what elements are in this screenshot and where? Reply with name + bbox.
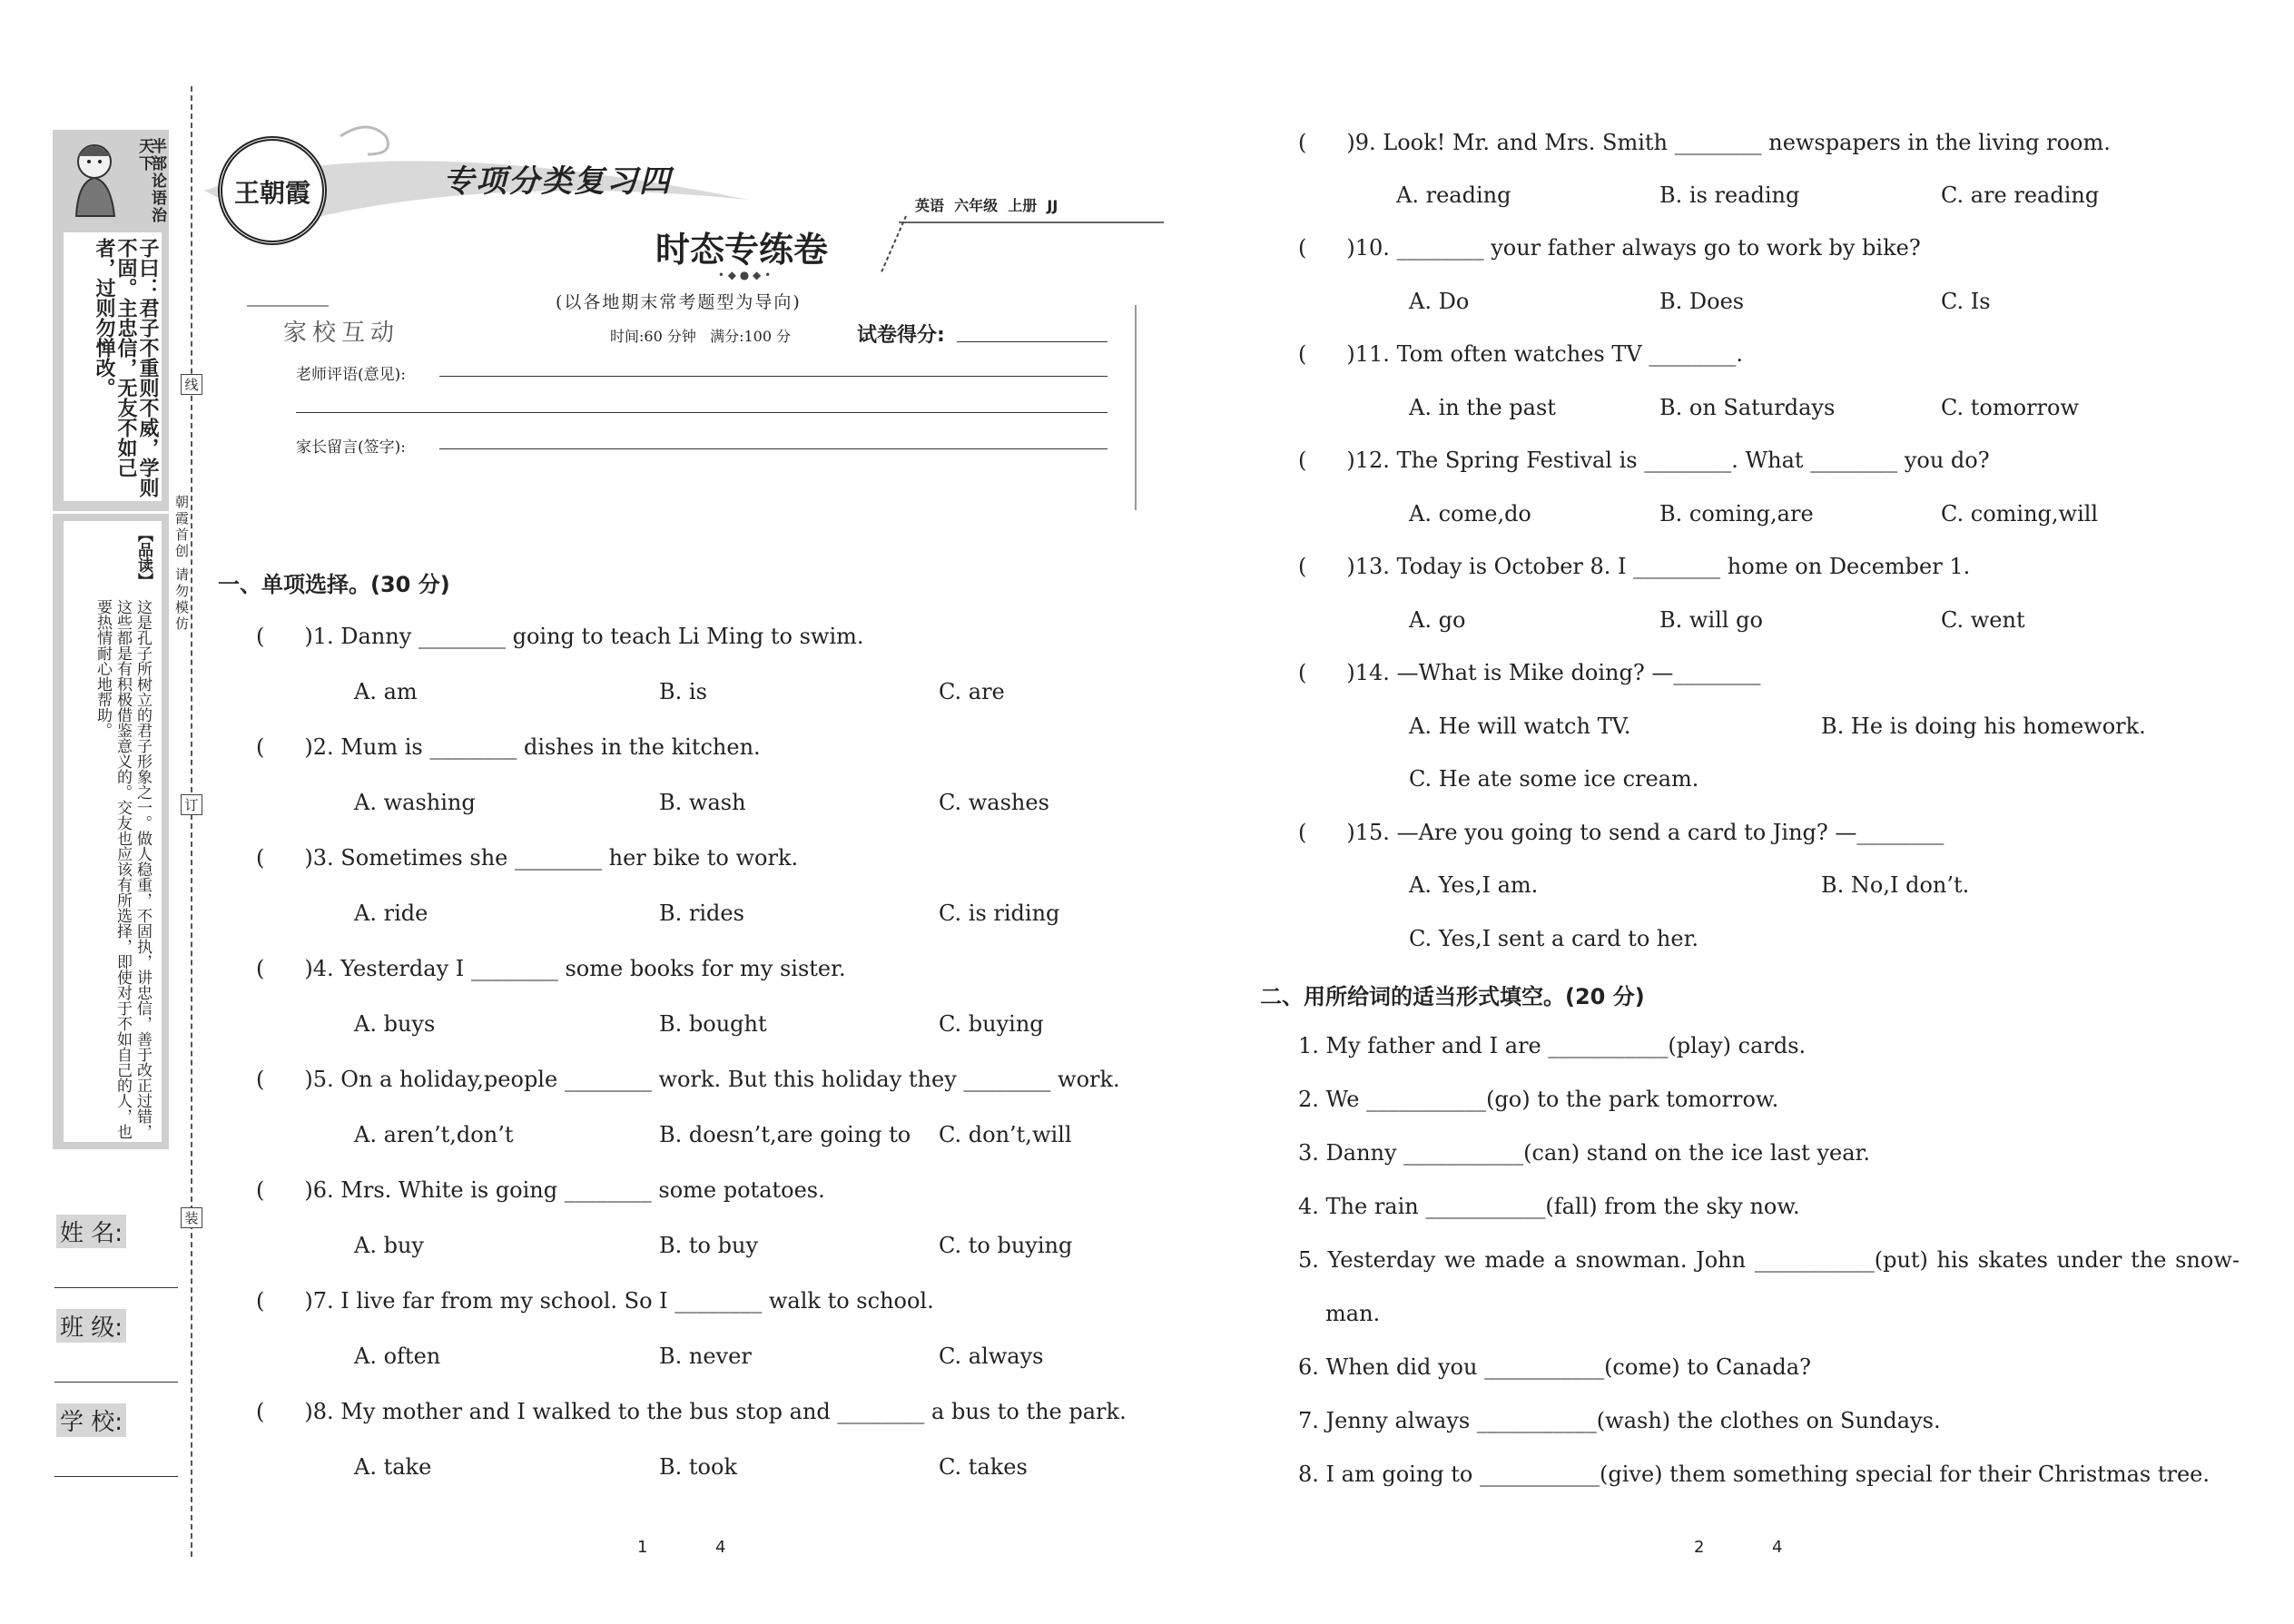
q5-option-b[interactable]: B. doesn’t,are going to xyxy=(659,1122,911,1147)
q3-option-b[interactable]: B. rides xyxy=(659,901,744,926)
fill-item-1[interactable]: 1. My father and I are ___________(play) cards. xyxy=(1298,1033,1807,1058)
teacher-comment-field-2[interactable] xyxy=(296,412,1108,413)
q9-option-c[interactable]: C. are reading xyxy=(1941,182,2100,208)
q10-option-b[interactable]: B. Does xyxy=(1659,289,1745,314)
q2-option-a[interactable]: A. washing xyxy=(354,790,476,815)
q4-option-b[interactable]: B. bought xyxy=(659,1011,767,1037)
q3-row: ( )3. Sometimes she ________ her bike to work. xyxy=(256,845,799,871)
q14-option-b[interactable]: B. He is doing his homework. xyxy=(1821,714,2146,739)
q11-option-b[interactable]: B. on Saturdays xyxy=(1659,395,1836,420)
q4-text: Yesterday I ________ some books for my sister. xyxy=(340,956,846,981)
fill-item-8[interactable]: 8. I am going to ___________(give) them something special for their Christmas tree. xyxy=(1298,1462,2210,1487)
name-label: 姓 名: xyxy=(56,1215,126,1248)
q10-number: 10 xyxy=(1354,235,1383,261)
q15-text: —Are you going to send a card to Jing? —________ xyxy=(1396,820,1944,845)
section2-title: 二、用所给词的适当形式填空。(20 分) xyxy=(1260,984,1645,1009)
exam-subtitle: (以各地期末常考题型为导向) xyxy=(556,292,802,312)
q4-option-c[interactable]: C. buying xyxy=(939,1011,1044,1037)
q12-option-c[interactable]: C. coming,will xyxy=(1941,501,2099,527)
q13-option-a[interactable]: A. go xyxy=(1409,607,1466,633)
q8-option-c[interactable]: C. takes xyxy=(939,1454,1028,1480)
q11-row: ( )11. Tom often watches TV ________. xyxy=(1298,341,1743,367)
q12-option-a[interactable]: A. come,do xyxy=(1409,501,1531,527)
copyright-notice: 朝霞首创 请勿模仿 xyxy=(173,495,190,633)
q6-row: ( )6. Mrs. White is going ________ some potatoes. xyxy=(256,1177,825,1203)
q1-option-c[interactable]: C. are xyxy=(939,679,1005,704)
sage-avatar xyxy=(58,136,129,218)
school-field[interactable] xyxy=(54,1476,178,1477)
brand-logo xyxy=(218,136,327,245)
q1-option-b[interactable]: B. is xyxy=(659,679,707,704)
q7-text: I live far from my school. So I ________ walk to school. xyxy=(340,1288,934,1314)
q15-row: ( )15. —Are you going to send a card to Jing? —________ xyxy=(1298,820,1944,845)
q14-number: 14 xyxy=(1354,660,1383,685)
q1-number: 1 xyxy=(312,624,328,649)
parent-note-field[interactable] xyxy=(439,448,1108,449)
commentary-label: 【品读】 xyxy=(134,527,153,588)
q6-option-a[interactable]: A. buy xyxy=(354,1233,424,1258)
q3-option-a[interactable]: A. ride xyxy=(354,901,428,926)
q1-option-a[interactable]: A. am xyxy=(354,679,418,704)
q4-option-a[interactable]: A. buys xyxy=(354,1011,436,1037)
score-label: 试卷得分: xyxy=(857,324,945,347)
q12-number: 12 xyxy=(1354,448,1383,473)
right-page-total: 4 xyxy=(1772,1538,1783,1557)
q13-option-b[interactable]: B. will go xyxy=(1659,607,1763,633)
q12-row: ( )12. The Spring Festival is ________. What ________ you do? xyxy=(1298,448,1990,473)
cut-mark-2: 订 xyxy=(181,794,202,815)
family-box-rule xyxy=(247,305,329,307)
teacher-comment-label: 老师评语(意见): xyxy=(296,366,406,384)
q8-text: My mother and I walked to the bus stop and ________ a bus to the park. xyxy=(340,1399,1127,1424)
q15-number: 15 xyxy=(1354,820,1383,845)
q8-option-a[interactable]: A. take xyxy=(354,1454,432,1480)
q5-option-c[interactable]: C. don’t,will xyxy=(939,1122,1072,1147)
q13-row: ( )13. Today is October 8. I ________ home on December 1. xyxy=(1298,554,1971,579)
q12-text: The Spring Festival is ________. What ________ you do? xyxy=(1396,448,1990,473)
school-label: 学 校: xyxy=(56,1403,126,1437)
q9-option-a[interactable]: A. reading xyxy=(1396,182,1511,208)
q8-row: ( )8. My mother and I walked to the bus stop and ________ a bus to the park. xyxy=(256,1399,1127,1424)
left-page-total: 4 xyxy=(715,1538,726,1557)
subject-tag-rule xyxy=(899,221,1164,223)
motto-text: 子曰：君子不重则不威，学则不固。主忠信，无友不如己者，过则勿惮改。 xyxy=(93,238,159,497)
q10-text: ________ your father always go to work by bike? xyxy=(1396,235,1921,261)
q4-number: 4 xyxy=(312,956,328,981)
q9-option-b[interactable]: B. is reading xyxy=(1659,182,1800,208)
q14-row: ( )14. —What is Mike doing? —________ xyxy=(1298,660,1761,685)
q10-option-a[interactable]: A. Do xyxy=(1409,289,1470,314)
q7-row: ( )7. I live far from my school. So I ________ walk to school. xyxy=(256,1288,934,1314)
q5-option-a[interactable]: A. aren’t,don’t xyxy=(354,1122,514,1147)
parent-note-label: 家长留言(签字): xyxy=(296,438,406,457)
q9-text: Look! Mr. and Mrs. Smith ________ newspapers in the living room. xyxy=(1383,130,2111,155)
q7-option-a[interactable]: A. often xyxy=(354,1343,441,1369)
class-label: 班 级: xyxy=(56,1309,126,1343)
q13-option-c[interactable]: C. went xyxy=(1941,607,2025,633)
q15-option-b[interactable]: B. No,I don’t. xyxy=(1821,872,1970,898)
fill-item-2[interactable]: 2. We ___________(go) to the park tomorrow. xyxy=(1298,1087,1779,1112)
q1-row: ( )1. Danny ________ going to teach Li Ming to swim. xyxy=(256,624,864,649)
name-field[interactable] xyxy=(54,1287,178,1288)
q13-text: Today is October 8. I ________ home on December 1. xyxy=(1396,554,1971,579)
fill-item-4[interactable]: 4. The rain ___________(fall) from the sky now. xyxy=(1298,1194,1800,1219)
q2-option-c[interactable]: C. washes xyxy=(939,790,1049,815)
q6-number: 6 xyxy=(312,1177,328,1203)
q7-number: 7 xyxy=(312,1288,328,1314)
q12-option-b[interactable]: B. coming,are xyxy=(1659,501,1814,527)
q4-row: ( )4. Yesterday I ________ some books for my sister. xyxy=(256,956,846,981)
q5-number: 5 xyxy=(312,1067,328,1092)
q11-number: 11 xyxy=(1354,341,1383,367)
q9-number: 9 xyxy=(1354,130,1370,155)
score-field[interactable] xyxy=(957,341,1108,342)
q2-option-b[interactable]: B. wash xyxy=(659,790,746,815)
q3-text: Sometimes she ________ her bike to work. xyxy=(340,845,799,871)
class-field[interactable] xyxy=(54,1382,178,1383)
fill-item-5[interactable]: 5. Yesterday we made a snowman. John ___________(put) his skates under the snow- xyxy=(1298,1247,2240,1273)
fill-item-7[interactable]: 7. Jenny always ___________(wash) the clothes on Sundays. xyxy=(1298,1408,1941,1433)
q2-number: 2 xyxy=(312,734,328,760)
q8-number: 8 xyxy=(312,1399,328,1424)
q6-text: Mrs. White is going ________ some potatoes. xyxy=(340,1177,825,1203)
q7-option-b[interactable]: B. never xyxy=(659,1343,752,1369)
section1-title: 一、单项选择。(30 分) xyxy=(218,572,450,597)
q2-row: ( )2. Mum is ________ dishes in the kitchen. xyxy=(256,734,761,760)
q6-option-b[interactable]: B. to buy xyxy=(659,1233,758,1258)
q13-number: 13 xyxy=(1354,554,1383,579)
teacher-comment-field[interactable] xyxy=(439,376,1108,377)
q2-text: Mum is ________ dishes in the kitchen. xyxy=(340,734,761,760)
brand-logo-text: 王朝霞 xyxy=(233,178,310,208)
motto-title: 半部论语治天下 xyxy=(135,138,166,224)
series-title: 专项分类复习四 xyxy=(443,163,672,200)
cut-mark-3: 装 xyxy=(181,1207,202,1228)
q5-row: ( )5. On a holiday,people ________ work. But this holiday they ________ work. xyxy=(256,1067,1120,1092)
exam-title: 时态专练卷 xyxy=(655,230,829,270)
fill-item-5-continued: man. xyxy=(1325,1301,1381,1326)
fill-item-6[interactable]: 6. When did you ___________(come) to Canada? xyxy=(1298,1354,1811,1380)
q11-text: Tom often watches TV ________. xyxy=(1396,341,1743,367)
q14-text: —What is Mike doing? —________ xyxy=(1396,660,1761,685)
cut-mark-1: 线 xyxy=(181,374,202,395)
q14-option-c[interactable]: C. He ate some ice cream. xyxy=(1409,766,1699,792)
q3-option-c[interactable]: C. is riding xyxy=(939,901,1060,926)
q11-option-c[interactable]: C. tomorrow xyxy=(1941,395,2080,420)
commentary-text: 这是孔子所树立的君子形象之一。做人稳重，不固执，讲忠信，善于改正过错，这些都是有积极借鉴意义的。交友也应该有所选择，即使对于不如自己的人，也要热情耐心地帮助。 xyxy=(94,599,152,1139)
q5-text: On a holiday,people ________ work. But this holiday they ________ work. xyxy=(340,1067,1120,1092)
right-page-number: 2 xyxy=(1694,1538,1705,1557)
cut-line xyxy=(191,86,192,1557)
q10-option-c[interactable]: C. Is xyxy=(1941,289,1991,314)
q14-option-a[interactable]: A. He will watch TV. xyxy=(1409,714,1631,739)
family-box-label: 家校互动 xyxy=(283,320,400,347)
q7-option-c[interactable]: C. always xyxy=(939,1343,1044,1369)
q8-option-b[interactable]: B. took xyxy=(659,1454,737,1480)
left-page-number: 1 xyxy=(637,1538,648,1557)
q3-number: 3 xyxy=(312,845,328,871)
q9-row: ( )9. Look! Mr. and Mrs. Smith ________ newspapers in the living room. xyxy=(1298,130,2111,155)
fill-item-3[interactable]: 3. Danny ___________(can) stand on the ice last year. xyxy=(1298,1140,1870,1166)
time-info: 时间:60 分钟 满分:100 分 xyxy=(610,328,792,345)
subject-tag: 英语 六年级 上册 JJ xyxy=(915,197,1058,214)
q15-option-a[interactable]: A. Yes,I am. xyxy=(1409,872,1539,898)
header-connector xyxy=(871,214,908,278)
title-ornament: • ◆ ● ◆ • xyxy=(717,269,772,281)
q1-text: Danny ________ going to teach Li Ming to swim. xyxy=(340,624,864,649)
q10-row: ( )10. ________ your father always go to work by bike? xyxy=(1298,235,1921,261)
q6-option-c[interactable]: C. to buying xyxy=(939,1233,1073,1258)
q11-option-a[interactable]: A. in the past xyxy=(1409,395,1556,420)
q15-option-c[interactable]: C. Yes,I sent a card to her. xyxy=(1409,926,1699,951)
